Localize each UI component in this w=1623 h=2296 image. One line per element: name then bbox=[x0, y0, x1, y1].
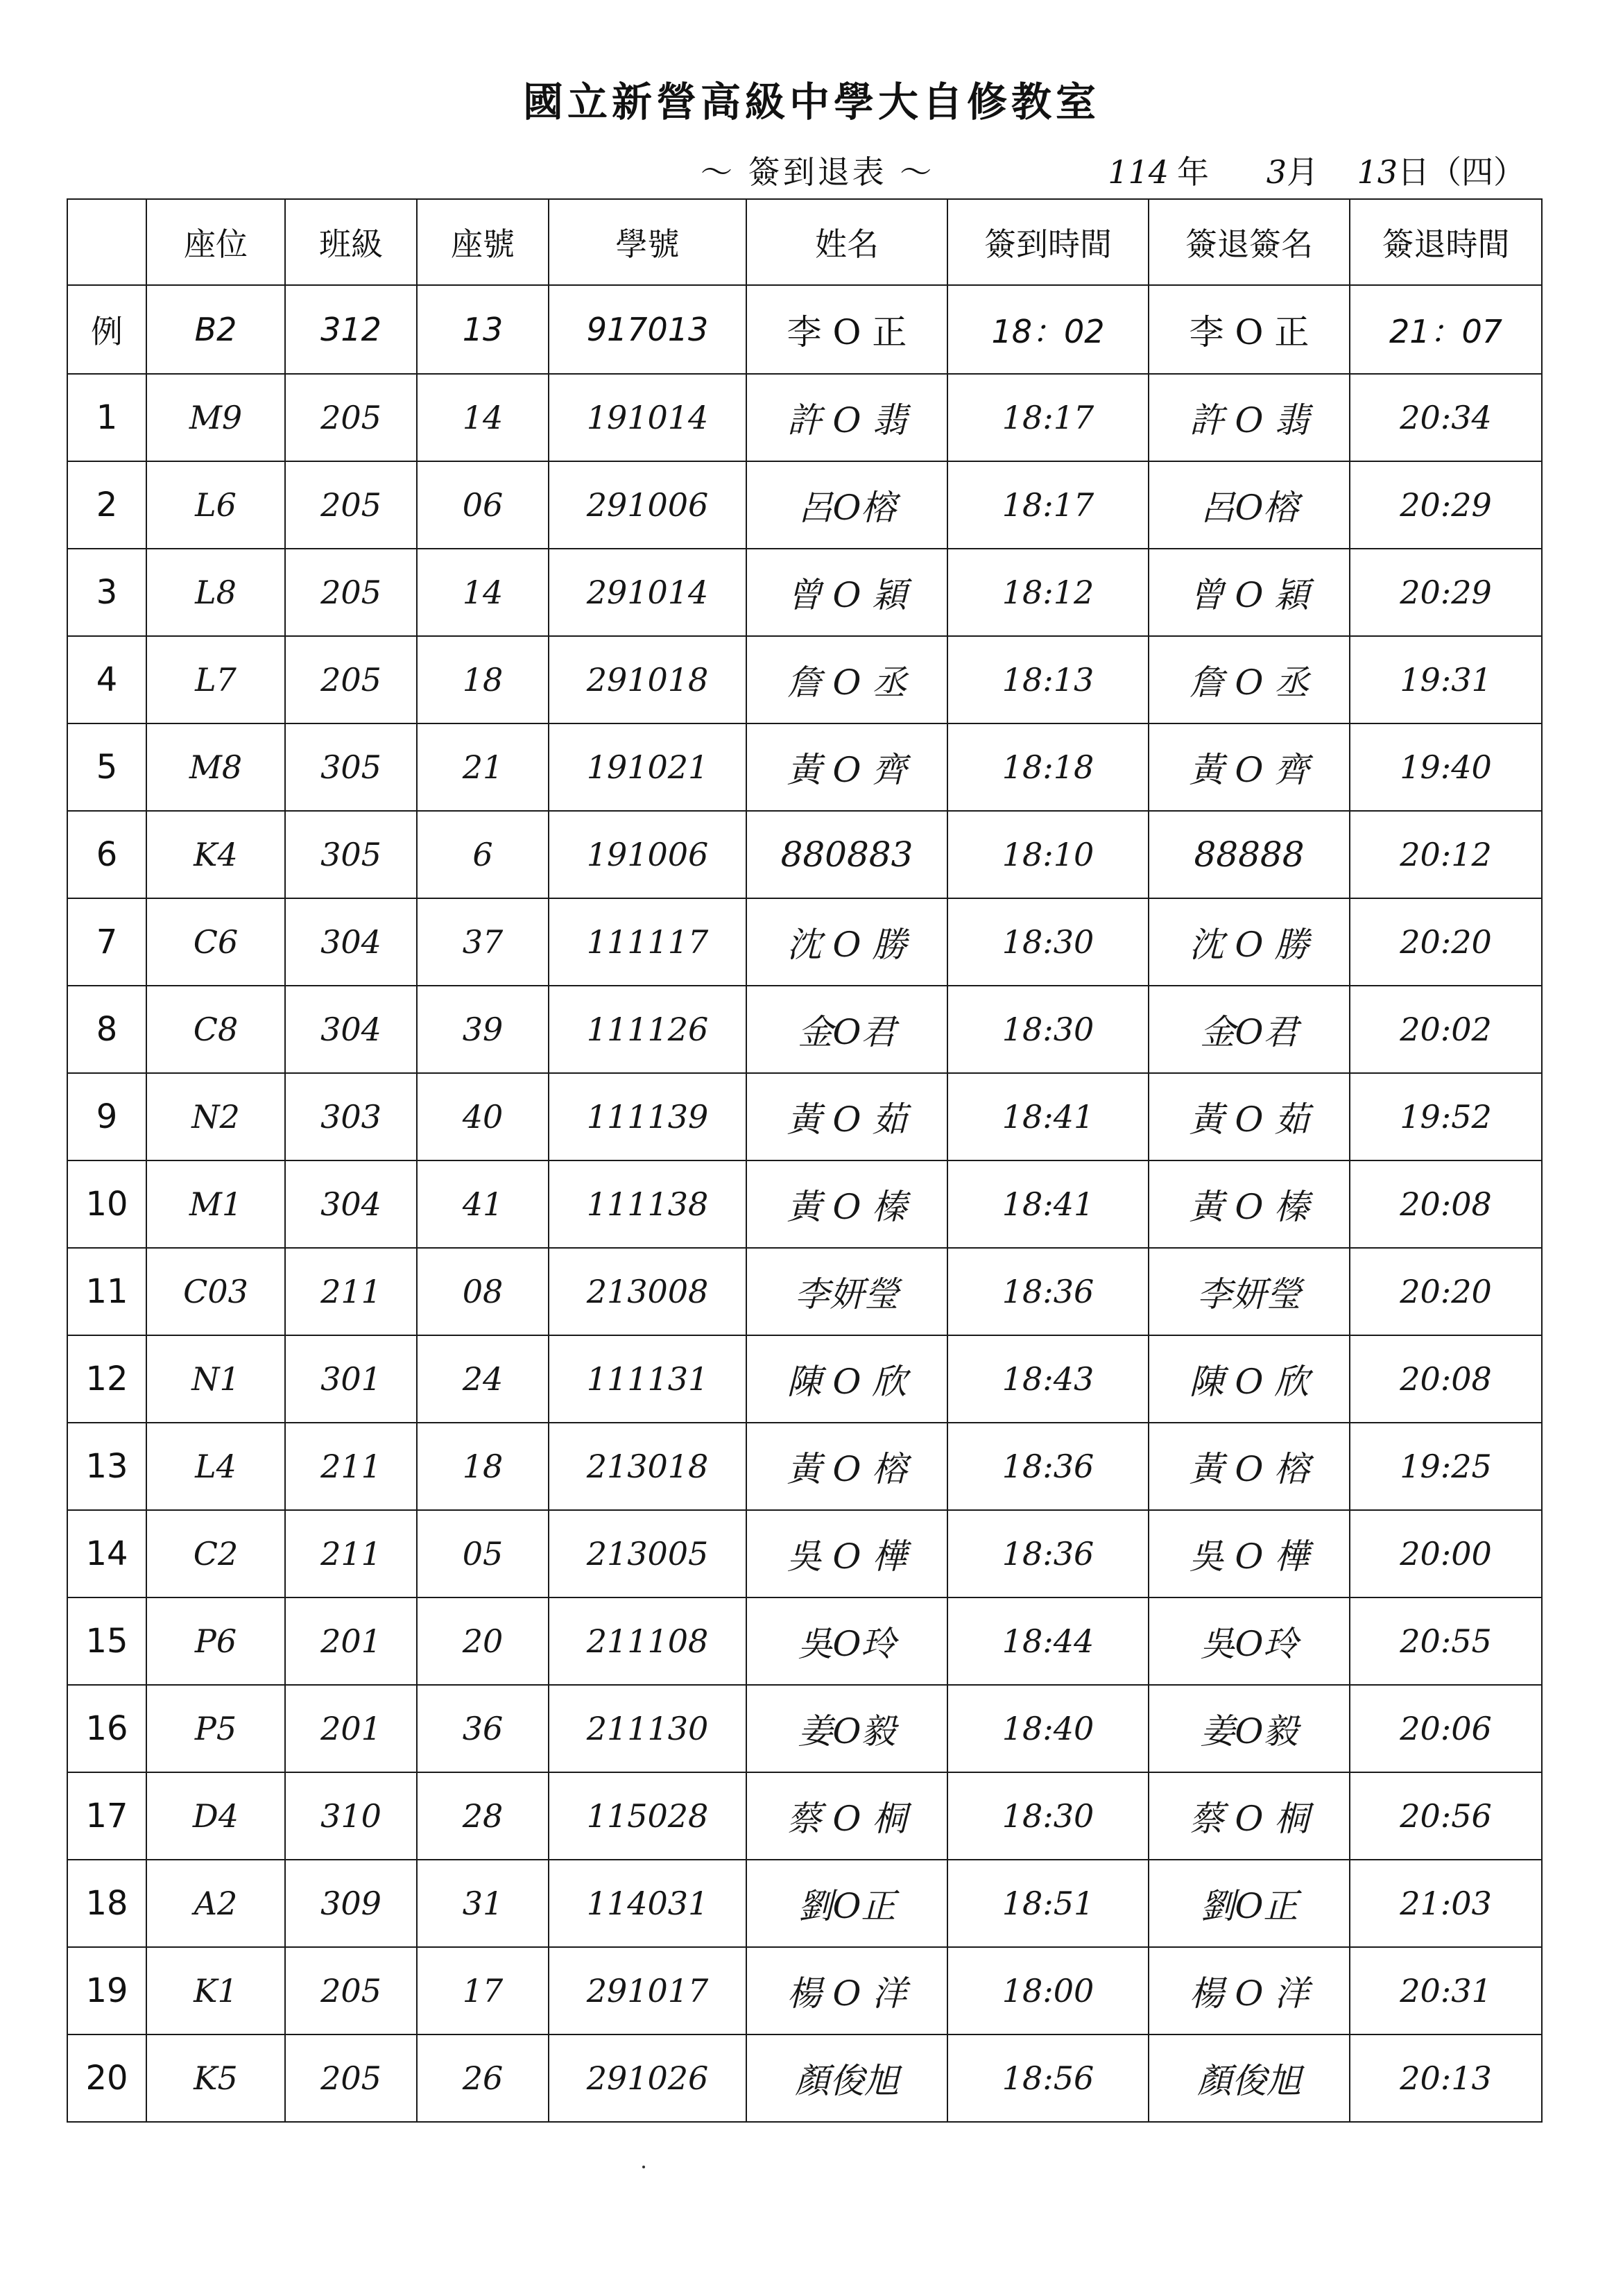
sign-out-time-cell: 20:08 bbox=[1350, 1160, 1542, 1248]
row-number-cell: 16 bbox=[67, 1685, 146, 1772]
seat-cell: L4 bbox=[146, 1423, 285, 1510]
name-cell: 李妍瑩 bbox=[746, 1248, 947, 1335]
class-cell: 211 bbox=[285, 1423, 417, 1510]
table-row bbox=[67, 1685, 1542, 1772]
sign-out-time-cell: 19:31 bbox=[1350, 636, 1542, 723]
sign-in-time-cell: 18:30 bbox=[947, 1772, 1149, 1860]
date-day: 13 bbox=[1357, 153, 1398, 191]
row-number-cell: 17 bbox=[67, 1772, 146, 1860]
name-cell: 詹 O 丞 bbox=[746, 636, 947, 723]
row-number-cell: 11 bbox=[67, 1248, 146, 1335]
seat-cell: C8 bbox=[146, 986, 285, 1073]
seat-no-cell: 26 bbox=[417, 2034, 549, 2122]
seat-no-cell: 08 bbox=[417, 1248, 549, 1335]
class-cell: 205 bbox=[285, 374, 417, 461]
class-cell: 211 bbox=[285, 1248, 417, 1335]
sign-out-time-cell: 20:13 bbox=[1350, 2034, 1542, 2122]
seat-no-cell: 17 bbox=[417, 1947, 549, 2034]
table-row bbox=[67, 549, 1542, 636]
table-row bbox=[67, 1772, 1542, 1860]
seat-cell: K5 bbox=[146, 2034, 285, 2122]
column-header: 學號 bbox=[549, 199, 746, 285]
name-cell: 吳 O 樺 bbox=[746, 1510, 947, 1597]
sign-out-time-cell: 20:31 bbox=[1350, 1947, 1542, 2034]
sign-in-time-cell: 18:13 bbox=[947, 636, 1149, 723]
name-cell: 880883 bbox=[746, 811, 947, 898]
sign-out-signature-cell: 詹 O 丞 bbox=[1149, 636, 1350, 723]
name-cell: 陳 O 欣 bbox=[746, 1335, 947, 1423]
row-number-cell: 13 bbox=[67, 1423, 146, 1510]
seat-no-cell: 37 bbox=[417, 898, 549, 986]
student-id-cell: 191006 bbox=[549, 811, 746, 898]
seat-no-cell: 28 bbox=[417, 1772, 549, 1860]
stray-ink-dot bbox=[642, 2166, 645, 2168]
student-id-cell: 191021 bbox=[549, 723, 746, 811]
seat-no-cell: 36 bbox=[417, 1685, 549, 1772]
student-id-cell: 191014 bbox=[549, 374, 746, 461]
sign-out-signature-cell: 姜O毅 bbox=[1149, 1685, 1350, 1772]
row-number-cell: 14 bbox=[67, 1510, 146, 1597]
seat-no-cell: 05 bbox=[417, 1510, 549, 1597]
name-cell: 李 O 正 bbox=[746, 285, 947, 374]
sign-out-time-cell: 20:12 bbox=[1350, 811, 1542, 898]
column-header: 簽退時間 bbox=[1350, 199, 1542, 285]
student-id-cell: 111138 bbox=[549, 1160, 746, 1248]
seat-no-cell: 18 bbox=[417, 1423, 549, 1510]
class-cell: 205 bbox=[285, 2034, 417, 2122]
student-id-cell: 213018 bbox=[549, 1423, 746, 1510]
sign-out-signature-cell: 沈 O 勝 bbox=[1149, 898, 1350, 986]
row-number-cell: 2 bbox=[67, 461, 146, 549]
name-cell: 黃 O 榛 bbox=[746, 1160, 947, 1248]
seat-no-cell: 21 bbox=[417, 723, 549, 811]
name-cell: 姜O毅 bbox=[746, 1685, 947, 1772]
table-row bbox=[67, 1597, 1542, 1685]
sign-out-time-cell: 21:03 bbox=[1350, 1860, 1542, 1947]
student-id-cell: 291018 bbox=[549, 636, 746, 723]
date-month-unit: 月 bbox=[1287, 153, 1319, 191]
seat-cell: K4 bbox=[146, 811, 285, 898]
sign-in-time-cell: 18:17 bbox=[947, 461, 1149, 549]
student-id-cell: 211130 bbox=[549, 1685, 746, 1772]
table-row bbox=[67, 986, 1542, 1073]
sign-in-time-cell: 18:30 bbox=[947, 986, 1149, 1073]
row-number-cell: 3 bbox=[67, 549, 146, 636]
column-header: 座位 bbox=[146, 199, 285, 285]
sign-out-signature-cell: 劉O正 bbox=[1149, 1860, 1350, 1947]
seat-cell: L7 bbox=[146, 636, 285, 723]
seat-cell: N1 bbox=[146, 1335, 285, 1423]
sign-out-signature-cell: 金O君 bbox=[1149, 986, 1350, 1073]
student-id-cell: 291014 bbox=[549, 549, 746, 636]
column-header: 簽到時間 bbox=[947, 199, 1149, 285]
sign-out-signature-cell: 顏俊旭 bbox=[1149, 2034, 1350, 2122]
name-cell: 呂O榕 bbox=[746, 461, 947, 549]
student-id-cell: 291026 bbox=[549, 2034, 746, 2122]
sign-out-time-cell: 20:29 bbox=[1350, 549, 1542, 636]
column-header: 簽退簽名 bbox=[1149, 199, 1350, 285]
table-row bbox=[67, 374, 1542, 461]
student-id-cell: 917013 bbox=[549, 285, 746, 374]
sign-in-time-cell: 18:40 bbox=[947, 1685, 1149, 1772]
name-cell: 曾 O 穎 bbox=[746, 549, 947, 636]
sign-in-time-cell: 18:10 bbox=[947, 811, 1149, 898]
table-row bbox=[67, 636, 1542, 723]
sign-out-time-cell: 20:06 bbox=[1350, 1685, 1542, 1772]
name-cell: 吳O玲 bbox=[746, 1597, 947, 1685]
table-row bbox=[67, 1335, 1542, 1423]
class-cell: 304 bbox=[285, 898, 417, 986]
date-year-unit: 年 bbox=[1177, 153, 1209, 191]
sign-out-signature-cell: 黃 O 茹 bbox=[1149, 1073, 1350, 1160]
seat-cell: N2 bbox=[146, 1073, 285, 1160]
date-month: 3 bbox=[1266, 153, 1287, 191]
column-header: 班級 bbox=[285, 199, 417, 285]
seat-cell: K1 bbox=[146, 1947, 285, 2034]
row-number-cell: 18 bbox=[67, 1860, 146, 1947]
class-cell: 205 bbox=[285, 461, 417, 549]
sign-in-time-cell: 18:56 bbox=[947, 2034, 1149, 2122]
sign-out-time-cell: 19:25 bbox=[1350, 1423, 1542, 1510]
seat-no-cell: 39 bbox=[417, 986, 549, 1073]
class-cell: 303 bbox=[285, 1073, 417, 1160]
sign-in-time-cell: 18:43 bbox=[947, 1335, 1149, 1423]
seat-cell: L6 bbox=[146, 461, 285, 549]
class-cell: 201 bbox=[285, 1685, 417, 1772]
sign-out-time-cell: 20:29 bbox=[1350, 461, 1542, 549]
class-cell: 309 bbox=[285, 1860, 417, 1947]
seat-no-cell: 24 bbox=[417, 1335, 549, 1423]
student-id-cell: 111126 bbox=[549, 986, 746, 1073]
column-header: 座號 bbox=[417, 199, 549, 285]
sign-out-time-cell: 19:40 bbox=[1350, 723, 1542, 811]
seat-no-cell: 31 bbox=[417, 1860, 549, 1947]
class-cell: 312 bbox=[285, 285, 417, 374]
name-cell: 許 O 翡 bbox=[746, 374, 947, 461]
sign-in-time-cell: 18:00 bbox=[947, 1947, 1149, 2034]
sign-in-time-cell: 18:51 bbox=[947, 1860, 1149, 1947]
name-cell: 金O君 bbox=[746, 986, 947, 1073]
seat-cell: C6 bbox=[146, 898, 285, 986]
seat-cell: P6 bbox=[146, 1597, 285, 1685]
row-number-cell: 1 bbox=[67, 374, 146, 461]
row-number-cell: 7 bbox=[67, 898, 146, 986]
seat-cell: L8 bbox=[146, 549, 285, 636]
date-year: 114 bbox=[1108, 153, 1169, 191]
sign-out-signature-cell: 吳O玲 bbox=[1149, 1597, 1350, 1685]
row-number-cell: 15 bbox=[67, 1597, 146, 1685]
table-row bbox=[67, 811, 1542, 898]
class-cell: 301 bbox=[285, 1335, 417, 1423]
table-row bbox=[67, 723, 1542, 811]
table-row bbox=[67, 461, 1542, 549]
sign-in-time-cell: 18:30 bbox=[947, 898, 1149, 986]
sign-out-time-cell: 20:34 bbox=[1350, 374, 1542, 461]
table-row bbox=[67, 898, 1542, 986]
student-id-cell: 111139 bbox=[549, 1073, 746, 1160]
name-cell: 黃 O 茹 bbox=[746, 1073, 947, 1160]
seat-no-cell: 6 bbox=[417, 811, 549, 898]
sign-in-time-cell: 18:36 bbox=[947, 1510, 1149, 1597]
sign-in-time-cell: 18:18 bbox=[947, 723, 1149, 811]
student-id-cell: 213005 bbox=[549, 1510, 746, 1597]
row-number-cell: 5 bbox=[67, 723, 146, 811]
name-cell: 黃 O 齊 bbox=[746, 723, 947, 811]
sign-out-time-cell: 20:20 bbox=[1350, 898, 1542, 986]
sign-out-time-cell: 20:20 bbox=[1350, 1248, 1542, 1335]
row-number-cell: 12 bbox=[67, 1335, 146, 1423]
student-id-cell: 291017 bbox=[549, 1947, 746, 2034]
seat-cell: D4 bbox=[146, 1772, 285, 1860]
sign-in-time-cell: 18:44 bbox=[947, 1597, 1149, 1685]
row-number-cell: 10 bbox=[67, 1160, 146, 1248]
sign-out-signature-cell: 李 O 正 bbox=[1149, 285, 1350, 374]
student-id-cell: 211108 bbox=[549, 1597, 746, 1685]
seat-no-cell: 13 bbox=[417, 285, 549, 374]
seat-no-cell: 40 bbox=[417, 1073, 549, 1160]
date-weekday: 日（四） bbox=[1398, 153, 1525, 191]
sign-in-time-cell: 18:41 bbox=[947, 1160, 1149, 1248]
table-row bbox=[67, 1423, 1542, 1510]
name-cell: 楊 O 洋 bbox=[746, 1947, 947, 2034]
seat-no-cell: 06 bbox=[417, 461, 549, 549]
class-cell: 305 bbox=[285, 811, 417, 898]
sign-in-time-cell: 18:17 bbox=[947, 374, 1149, 461]
header-corner-cell bbox=[67, 199, 146, 285]
sign-in-time-cell: 18:36 bbox=[947, 1248, 1149, 1335]
sign-out-time-cell: 20:02 bbox=[1350, 986, 1542, 1073]
seat-no-cell: 14 bbox=[417, 549, 549, 636]
name-cell: 顏俊旭 bbox=[746, 2034, 947, 2122]
sign-in-time-cell: 18:41 bbox=[947, 1073, 1149, 1160]
sign-in-time-cell: 18:36 bbox=[947, 1423, 1149, 1510]
page-title: 國立新營高級中學大自修教室 bbox=[522, 78, 1100, 126]
name-cell: 黃 O 榕 bbox=[746, 1423, 947, 1510]
row-number-cell: 20 bbox=[67, 2034, 146, 2122]
row-number-cell: 4 bbox=[67, 636, 146, 723]
sign-out-signature-cell: 呂O榕 bbox=[1149, 461, 1350, 549]
form-subtitle: ～ 簽到退表 ～ bbox=[701, 153, 935, 191]
example-label: 例 bbox=[67, 285, 146, 374]
student-id-cell: 115028 bbox=[549, 1772, 746, 1860]
sign-out-signature-cell: 蔡 O 桐 bbox=[1149, 1772, 1350, 1860]
seat-cell: C2 bbox=[146, 1510, 285, 1597]
sign-out-time-cell: 20:55 bbox=[1350, 1597, 1542, 1685]
student-id-cell: 111131 bbox=[549, 1335, 746, 1423]
sign-out-signature-cell: 黃 O 齊 bbox=[1149, 723, 1350, 811]
seat-cell: P5 bbox=[146, 1685, 285, 1772]
table-row bbox=[67, 2034, 1542, 2122]
sign-out-time-cell: 20:56 bbox=[1350, 1772, 1542, 1860]
seat-no-cell: 20 bbox=[417, 1597, 549, 1685]
sign-out-signature-cell: 李妍瑩 bbox=[1149, 1248, 1350, 1335]
sign-out-time-cell: 20:08 bbox=[1350, 1335, 1542, 1423]
class-cell: 305 bbox=[285, 723, 417, 811]
sign-in-time-cell: 18:12 bbox=[947, 549, 1149, 636]
seat-cell: A2 bbox=[146, 1860, 285, 1947]
name-cell: 沈 O 勝 bbox=[746, 898, 947, 986]
table-row bbox=[67, 1860, 1542, 1947]
sign-in-table bbox=[67, 198, 1543, 2123]
name-cell: 蔡 O 桐 bbox=[746, 1772, 947, 1860]
sign-out-signature-cell: 陳 O 欣 bbox=[1149, 1335, 1350, 1423]
column-header: 姓名 bbox=[746, 199, 947, 285]
example-row bbox=[67, 285, 1542, 374]
name-cell: 劉O正 bbox=[746, 1860, 947, 1947]
class-cell: 205 bbox=[285, 549, 417, 636]
sign-out-time-cell: 20:00 bbox=[1350, 1510, 1542, 1597]
row-number-cell: 6 bbox=[67, 811, 146, 898]
sign-out-signature-cell: 許 O 翡 bbox=[1149, 374, 1350, 461]
seat-no-cell: 18 bbox=[417, 636, 549, 723]
class-cell: 310 bbox=[285, 1772, 417, 1860]
sign-out-signature-cell: 吳 O 樺 bbox=[1149, 1510, 1350, 1597]
table-row bbox=[67, 1073, 1542, 1160]
seat-cell: M8 bbox=[146, 723, 285, 811]
class-cell: 205 bbox=[285, 1947, 417, 2034]
seat-cell: M1 bbox=[146, 1160, 285, 1248]
sign-out-signature-cell: 黃 O 榕 bbox=[1149, 1423, 1350, 1510]
table-row bbox=[67, 1160, 1542, 1248]
date-line bbox=[1106, 147, 1536, 193]
sign-in-time-cell: 18：02 bbox=[947, 285, 1149, 374]
header-row bbox=[67, 199, 1542, 285]
seat-cell: M9 bbox=[146, 374, 285, 461]
sign-out-signature-cell: 楊 O 洋 bbox=[1149, 1947, 1350, 2034]
student-id-cell: 111117 bbox=[549, 898, 746, 986]
seat-cell: C03 bbox=[146, 1248, 285, 1335]
table-row bbox=[67, 1947, 1542, 2034]
class-cell: 201 bbox=[285, 1597, 417, 1685]
row-number-cell: 9 bbox=[67, 1073, 146, 1160]
table-row bbox=[67, 1510, 1542, 1597]
row-number-cell: 19 bbox=[67, 1947, 146, 2034]
seat-no-cell: 41 bbox=[417, 1160, 549, 1248]
student-id-cell: 114031 bbox=[549, 1860, 746, 1947]
sign-out-signature-cell: 88888 bbox=[1149, 811, 1350, 898]
class-cell: 304 bbox=[285, 1160, 417, 1248]
table-row bbox=[67, 1248, 1542, 1335]
seat-cell: B2 bbox=[146, 285, 285, 374]
sign-out-signature-cell: 黃 O 榛 bbox=[1149, 1160, 1350, 1248]
student-id-cell: 291006 bbox=[549, 461, 746, 549]
student-id-cell: 213008 bbox=[549, 1248, 746, 1335]
class-cell: 205 bbox=[285, 636, 417, 723]
row-number-cell: 8 bbox=[67, 986, 146, 1073]
sign-out-time-cell: 21：07 bbox=[1350, 285, 1542, 374]
seat-no-cell: 14 bbox=[417, 374, 549, 461]
class-cell: 304 bbox=[285, 986, 417, 1073]
class-cell: 211 bbox=[285, 1510, 417, 1597]
sign-out-signature-cell: 曾 O 穎 bbox=[1149, 549, 1350, 636]
sign-out-time-cell: 19:52 bbox=[1350, 1073, 1542, 1160]
